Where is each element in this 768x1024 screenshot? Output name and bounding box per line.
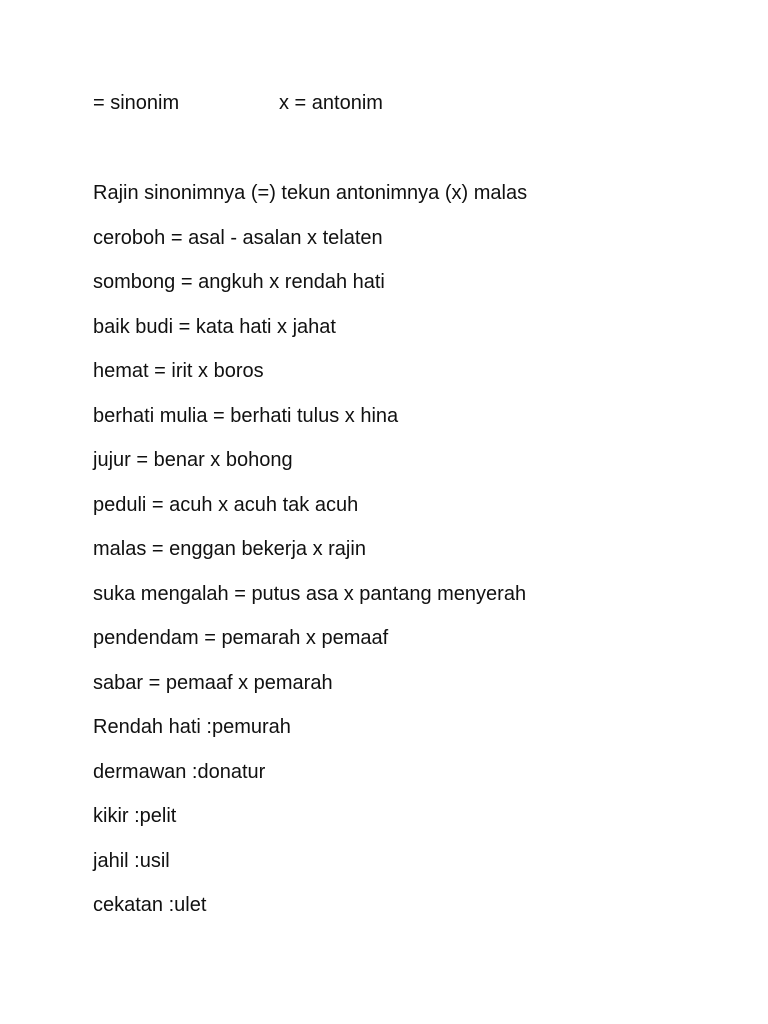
legend <box>93 90 383 116</box>
word-line: peduli = acuh x acuh tak acuh <box>93 493 359 516</box>
word-line: suka mengalah = putus asa x pantang menyerah <box>93 582 527 605</box>
word-line: jahil :usil <box>93 849 170 872</box>
word-list <box>93 178 527 935</box>
word-line: sombong = angkuh x rendah hati <box>93 271 385 293</box>
word-line: kikir :pelit <box>93 805 177 827</box>
word-line: dermawan :donatur <box>93 760 266 783</box>
word-line: sabar = pemaaf x pemarah <box>93 671 333 694</box>
word-line: berhati mulia = berhati tulus x hina <box>93 404 399 427</box>
word-line: Rajin sinonimnya (=) tekun antonimnya (x) malas <box>93 182 528 204</box>
word-line: Rendah hati :pemurah <box>93 716 291 738</box>
word-line: pendendam = pemarah x pemaaf <box>93 627 389 649</box>
word-line: baik budi = kata hati x jahat <box>93 315 336 338</box>
antonym-legend: x = antonim <box>279 92 383 114</box>
word-line: malas = enggan bekerja x rajin <box>93 538 366 560</box>
synonym-legend: = sinonim <box>93 92 180 114</box>
word-line: cekatan :ulet <box>93 894 207 916</box>
word-line: jujur = benar x bohong <box>93 449 293 471</box>
word-line: ceroboh = asal - asalan x telaten <box>93 226 383 249</box>
word-line: hemat = irit x boros <box>93 360 264 382</box>
